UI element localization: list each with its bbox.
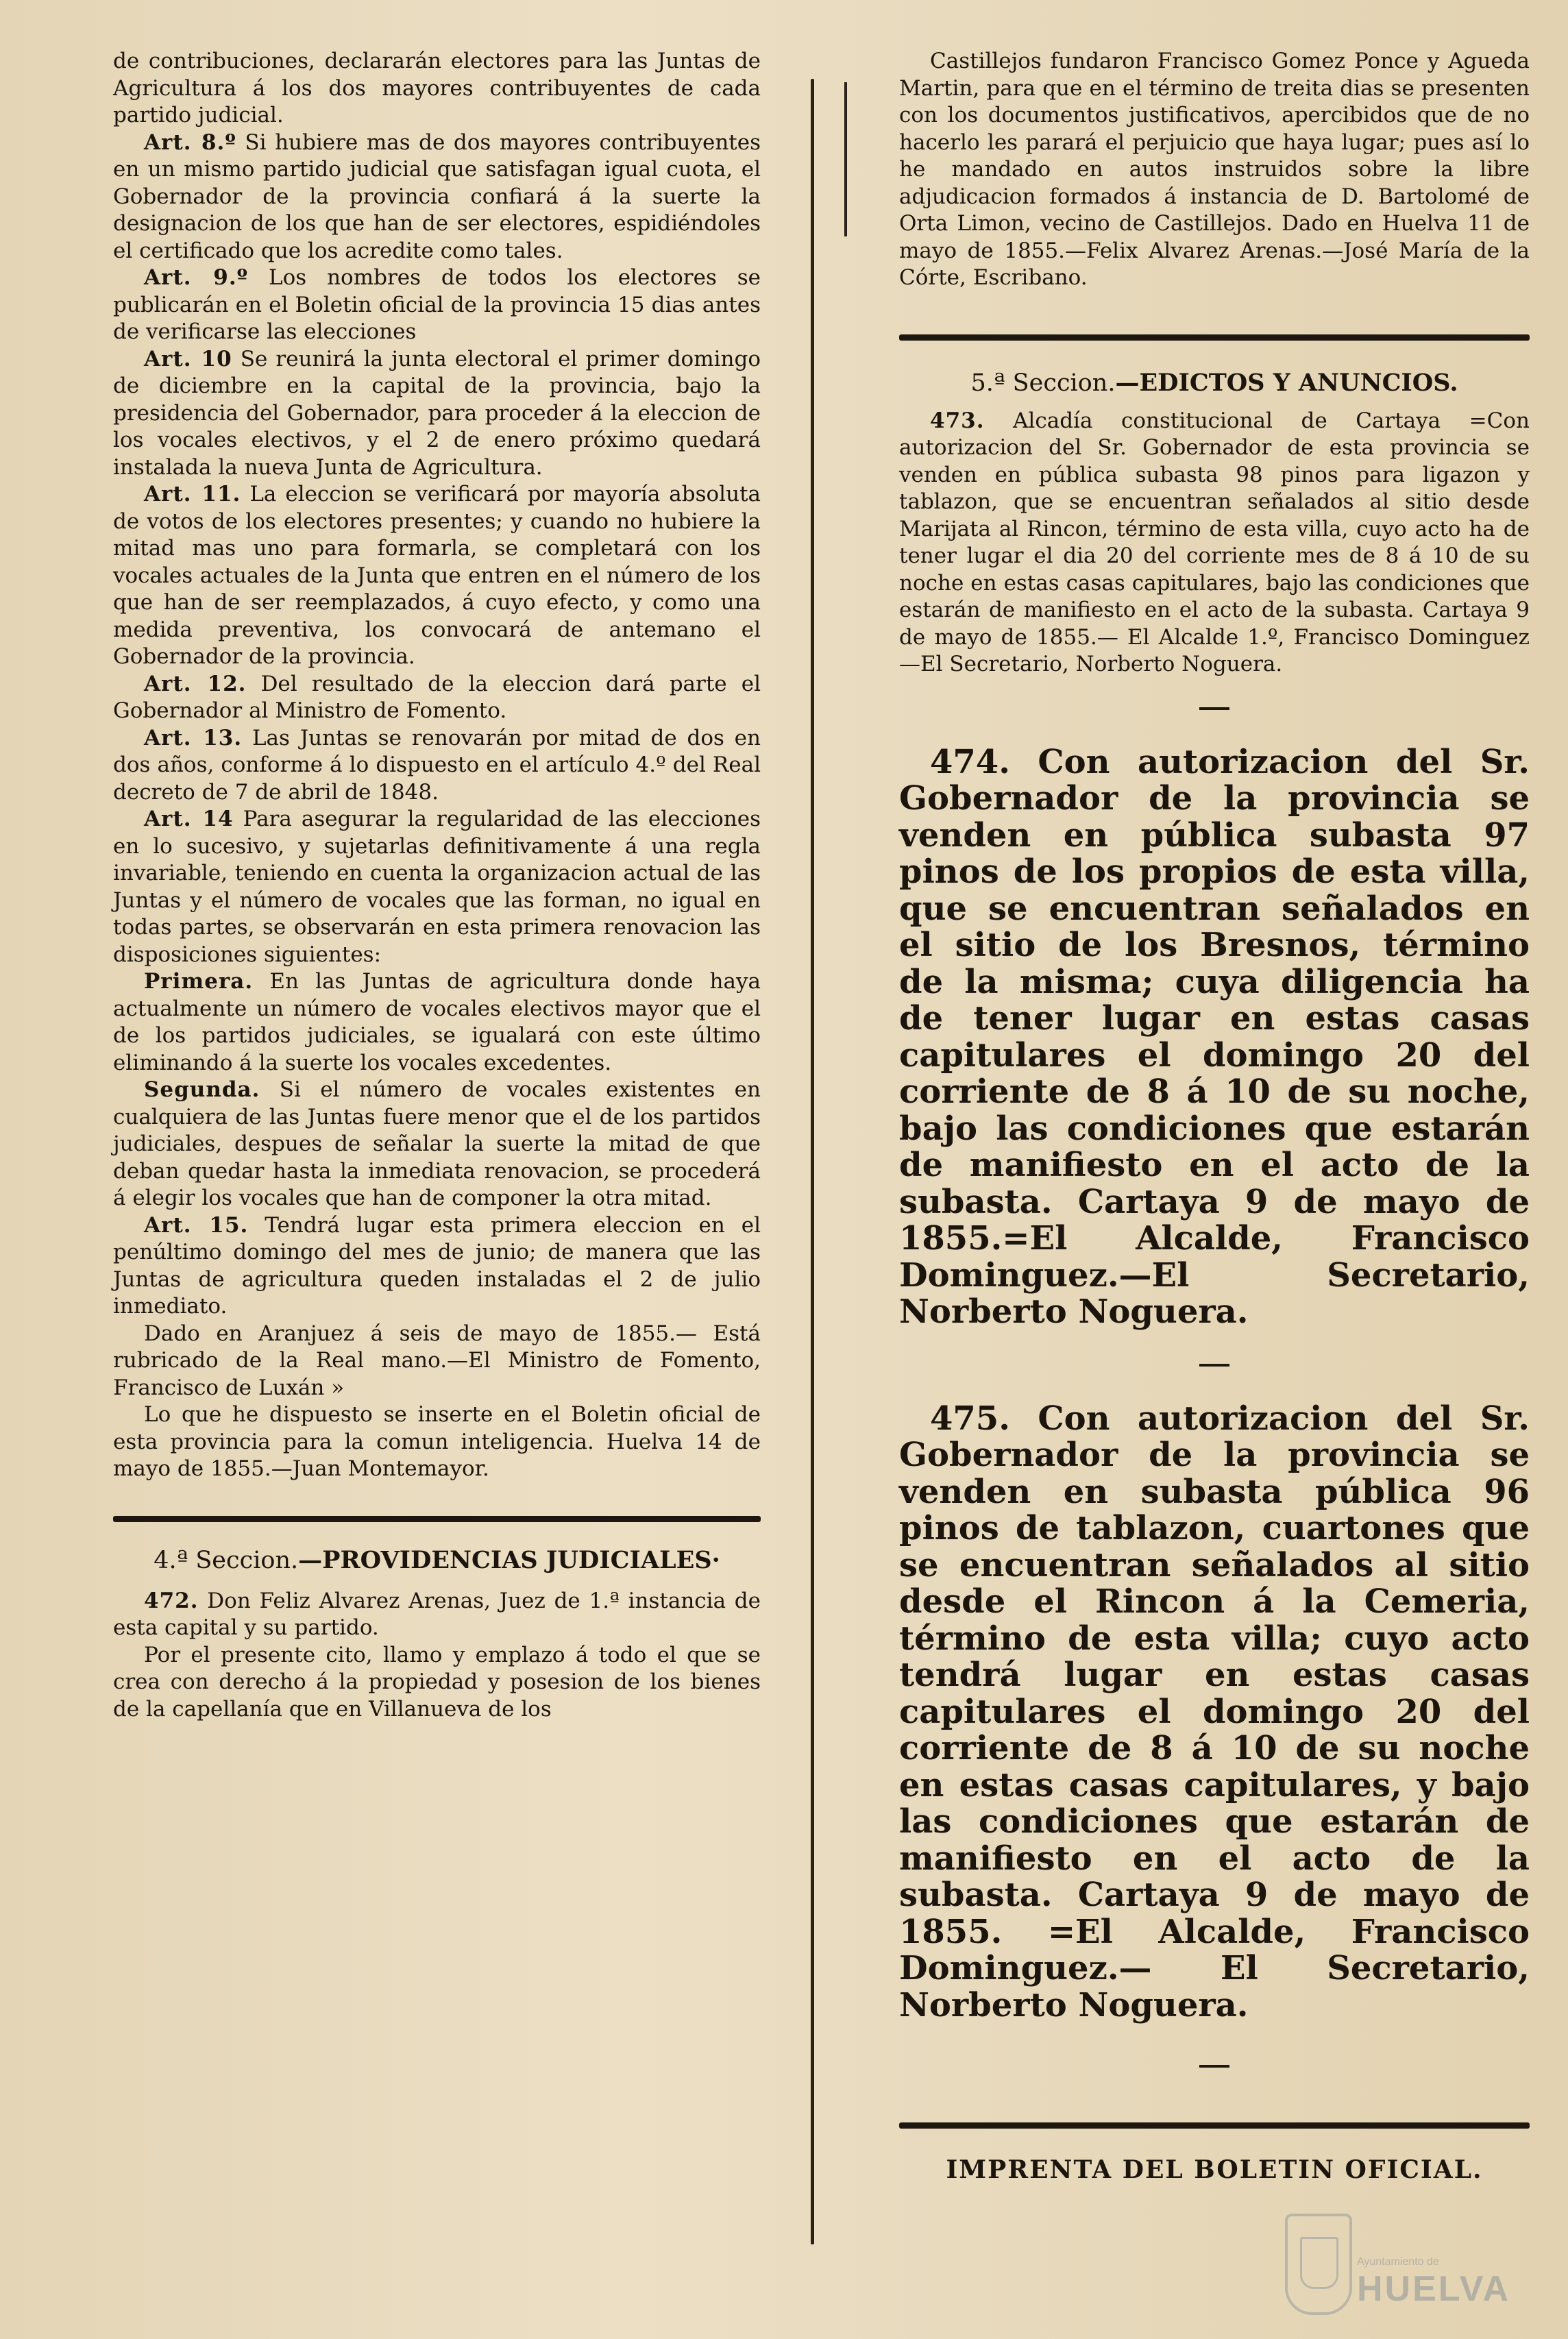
watermark-small-text: Ayuntamiento de — [1357, 2256, 1439, 2268]
notice-475: 475. Con autorizacion del Sr. Gobernador de la provincia se venden en subasta pública 96 pinos de tablazon, cuartones que se encuentran señalados al sitio desde el Rincon á la Cemeria, término de esta villa; cuyo acto tendrá lugar en estas casas capitulares el domingo 20 del corriente de 8 á 10 de su noche en estas casas capitulares, y bajo las condiciones que estarán de manifiesto en el acto de la subasta. Cartaya 9 de mayo de 1855. =El Alcalde, Francisco Dominguez.— El Secretario, Norberto Noguera. — [899, 1399, 1530, 2024]
watermark-big-text: HUELVA — [1357, 2269, 1511, 2309]
article-8: Art. 8.º Si hubiere mas de dos mayores contribuyentes en un mismo partido judicial que satisfagan igual cuota, el Gobernador de la provincia confiará á la suerte la designacion de los que han de ser electores, espidiéndoles el certificado que los acredite como tales. — [113, 130, 761, 263]
intro-paragraph: de contribuciones, declararán electores para las Juntas de Agricultura á los dos mayores contribuyentes de cada partido judicial. — [113, 49, 761, 127]
footer-rule — [899, 2122, 1530, 2129]
notice-473: 473. Alcadía constitucional de Cartaya =Con autorizacion del Sr. Gobernador de esta provincia se venden en pública subasta 98 pinos para ligazon y tablazon, que se encuentran señalados al sitio desde Marijata al Rincon, término de esta villa, cuyo acto ha de tener lugar el dia 20 del corriente mes de 8 á 10 de su noche en estas casas capitulares, bajo las condiciones que estarán de manifiesto en el acto de la subasta. Cartaya 9 de mayo de 1855.— El Alcalde 1.º, Francisco Dominguez —El Secretario, Norberto Noguera. — [899, 408, 1530, 676]
article-13: Art. 13. Las Juntas se renovarán por mitad de dos en dos años, conforme á lo dispuesto en el artículo 4.º del Real decreto de 7 de abril de 1848. — [113, 725, 761, 805]
printer-imprint: IMPRENTA DEL BOLETIN OFICIAL. — [946, 2155, 1483, 2184]
decree-signature: Dado en Aranjuez á seis de mayo de 1855.— Está rubricado de la Real mano.—El Ministro de Fomento, Francisco de Luxán » — [113, 1321, 761, 1400]
shield-icon — [1285, 2214, 1352, 2315]
notice-472-continuation: Castillejos fundaron Francisco Gomez Ponce y Agueda Martin, para que en el término de treita dias se presenten con los documentos justificativos, apercibidos que de no hacerlo les parará el perjuicio que haya lugar; pues así lo he mandado en autos instruidos sobre la libre adjudicacion formados á instancia de D. Bartolomé de Orta Limon, vecino de Castillejos. Dado en Huelva 11 de mayo de 1855.—Felix Alvarez Arenas.—José María de la Córte, Escribano. — [899, 49, 1530, 290]
article-10: Art. 10 Se reunirá la junta electoral el primer domingo de diciembre en la capital de la provincia, bajo la presidencia del Gobernador, para proceder á la eleccion de los vocales electivos, y el 2 de enero próximo quedará instalada la nueva Junta de Agricultura. — [113, 346, 761, 480]
article-15: Art. 15. Tendrá lugar esta primera eleccion en el penúltimo domingo del mes de junio; de manera que las Juntas de agricultura queden instaladas el 2 de julio inmediato. — [113, 1212, 761, 1319]
archive-watermark-logo — [1285, 2214, 1511, 2316]
section-5-heading: 5.ª Seccion.—EDICTOS Y ANUNCIOS. — [970, 368, 1458, 397]
disposition-segunda: Segunda. Si el número de vocales existentes en cualquiera de las Juntas fuere menor que el de los partidos judiciales, despues de señalar la suerte la mitad de que deban quedar hasta la inmediata renovacion, se procederá á elegir los vocales que han de componer la otra mitad. — [113, 1077, 761, 1210]
section-rule — [899, 334, 1530, 341]
article-9: Art. 9.º Los nombres de todos los electores se publicarán en el Boletin oficial de la provincia 15 dias antes de verificarse las elecciones — [113, 265, 761, 344]
notice-472: 472. Don Feliz Alvarez Arenas, Juez de 1.ª instancia de esta capital y su partido. — [113, 1588, 761, 1640]
notice-474: 474. Con autorizacion del Sr. Gobernador de la provincia se venden en pública subasta 97 pinos de los propios de esta villa, que se encuentran señalados en el sitio de los Bresnos, término de la misma; cuya diligencia ha de tener lugar en estas casas capitulares el domingo 20 del corriente de 8 á 10 de su noche, bajo las condiciones que estarán de manifiesto en el acto de la subasta. Cartaya 9 de mayo de 1855.=El Alcalde, Francisco Dominguez.—El Secretario, Norberto Noguera. — [899, 742, 1530, 1331]
disposition-primera: Primera. En las Juntas de agricultura donde haya actualmente un número de vocales electivos mayor que el de los partidos judiciales, se igualará con este último eliminando á la suerte los vocales excedentes. — [113, 969, 761, 1075]
notice-472-body: Por el presente cito, llamo y emplazo á todo el que se crea con derecho á la propiedad y posesion de los bienes de la capellanía que en Villanueva de los — [113, 1642, 761, 1722]
article-11: Art. 11. La eleccion se verificará por mayoría absoluta de votos de los electores presentes; y cuando no hubiere la mitad mas uno para formarla, se completará con los vocales actuales de la Junta que entren en el número de los que han de ser reemplazados, á cuyo efecto, y como una medida preventiva, los convocará de antemano el Gobernador de la provincia. — [113, 482, 761, 669]
right-column — [899, 48, 1530, 2185]
section-rule — [113, 1516, 761, 1522]
column-divider — [811, 79, 814, 2244]
article-14: Art. 14 Para asegurar la regularidad de las elecciones en lo sucesivo, y sujetarlas definitivamente á una regla invariable, teniendo en cuenta la organizacion actual de las Juntas y el número de vocales que las forman, no igual en todas partes, se observarán en esta primera renovacion las disposiciones siguientes: — [113, 807, 761, 967]
governor-note: Lo que he dispuesto se inserte en el Boletin oficial de esta provincia para la comun inteligencia. Huelva 14 de mayo de 1855.—Juan Montemayor. — [113, 1402, 761, 1481]
left-column — [113, 48, 761, 1723]
column-divider-top — [844, 82, 847, 236]
section-4-heading: 4.ª Seccion.—PROVIDENCIAS JUDICIALES· — [154, 1545, 720, 1574]
article-12: Art. 12. Del resultado de la eleccion dará parte el Gobernador al Ministro de Fomento. — [113, 671, 761, 723]
